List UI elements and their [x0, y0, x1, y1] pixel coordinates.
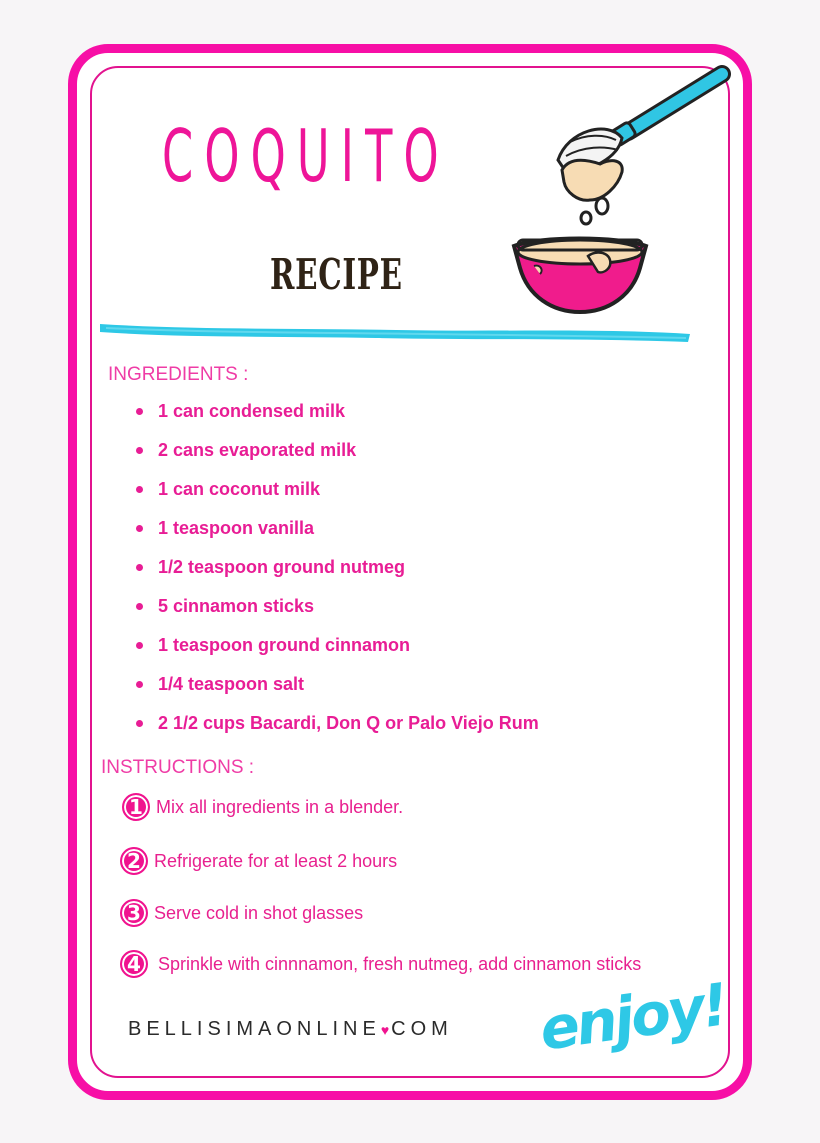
enjoy-text: enjoy! — [535, 970, 730, 1064]
bullet-icon — [136, 486, 143, 493]
list-item: 1/4 teaspoon salt — [130, 671, 539, 710]
step-number-badge: 4 — [120, 950, 148, 978]
list-item: 1 can coconut milk — [130, 476, 539, 515]
enjoy-lettering — [532, 970, 730, 1068]
bullet-icon — [136, 720, 143, 727]
heart-icon: ♥ — [380, 1022, 392, 1038]
list-item: 1/2 teaspoon ground nutmeg — [130, 554, 539, 593]
list-item: 2 cans evaporated milk — [130, 437, 539, 476]
bullet-icon — [136, 603, 143, 610]
instructions-heading: INSTRUCTIONS : — [101, 757, 255, 778]
list-item: 1 teaspoon ground cinnamon — [130, 632, 539, 671]
ingredients-heading: INGREDIENTS : — [108, 364, 249, 385]
whisk-and-bowl-illustration — [500, 60, 740, 320]
whisk-icon — [558, 74, 722, 224]
list-item: 1 can condensed milk — [130, 398, 539, 437]
instruction-step-3 — [120, 899, 363, 927]
step-number-badge: 1 — [122, 793, 150, 821]
step-text: Sprinkle with cinnnamon, fresh nutmeg, add cinnamon sticks — [158, 953, 642, 974]
recipe-subtitle: RECIPE — [270, 250, 403, 299]
list-item: 5 cinnamon sticks — [130, 593, 539, 632]
recipe-title: COQUITO — [162, 114, 450, 198]
instruction-step-2 — [120, 847, 397, 875]
cyan-brush-underline — [96, 310, 696, 350]
step-number-badge: 2 — [120, 847, 148, 875]
bullet-icon — [136, 681, 143, 688]
ingredients-list — [130, 398, 539, 749]
instruction-step-1 — [122, 793, 403, 821]
step-text: Refrigerate for at least 2 hours — [154, 850, 398, 871]
mixing-bowl-icon — [514, 239, 646, 313]
bullet-icon — [136, 525, 143, 532]
bullet-icon — [136, 447, 143, 454]
instruction-step-4 — [120, 950, 641, 978]
step-text: Mix all ingredients in a blender. — [156, 796, 404, 817]
list-item: 1 teaspoon vanilla — [130, 515, 539, 554]
bullet-icon — [136, 642, 143, 649]
website-url[interactable]: BELLISIMAONLINE♥COM — [128, 1018, 453, 1040]
bullet-icon — [136, 564, 143, 571]
step-number-badge: 3 — [120, 899, 148, 927]
bullet-icon — [136, 408, 143, 415]
list-item: 2 1/2 cups Bacardi, Don Q or Palo Viejo Rum — [130, 710, 539, 749]
step-text: Serve cold in shot glasses — [154, 902, 364, 923]
